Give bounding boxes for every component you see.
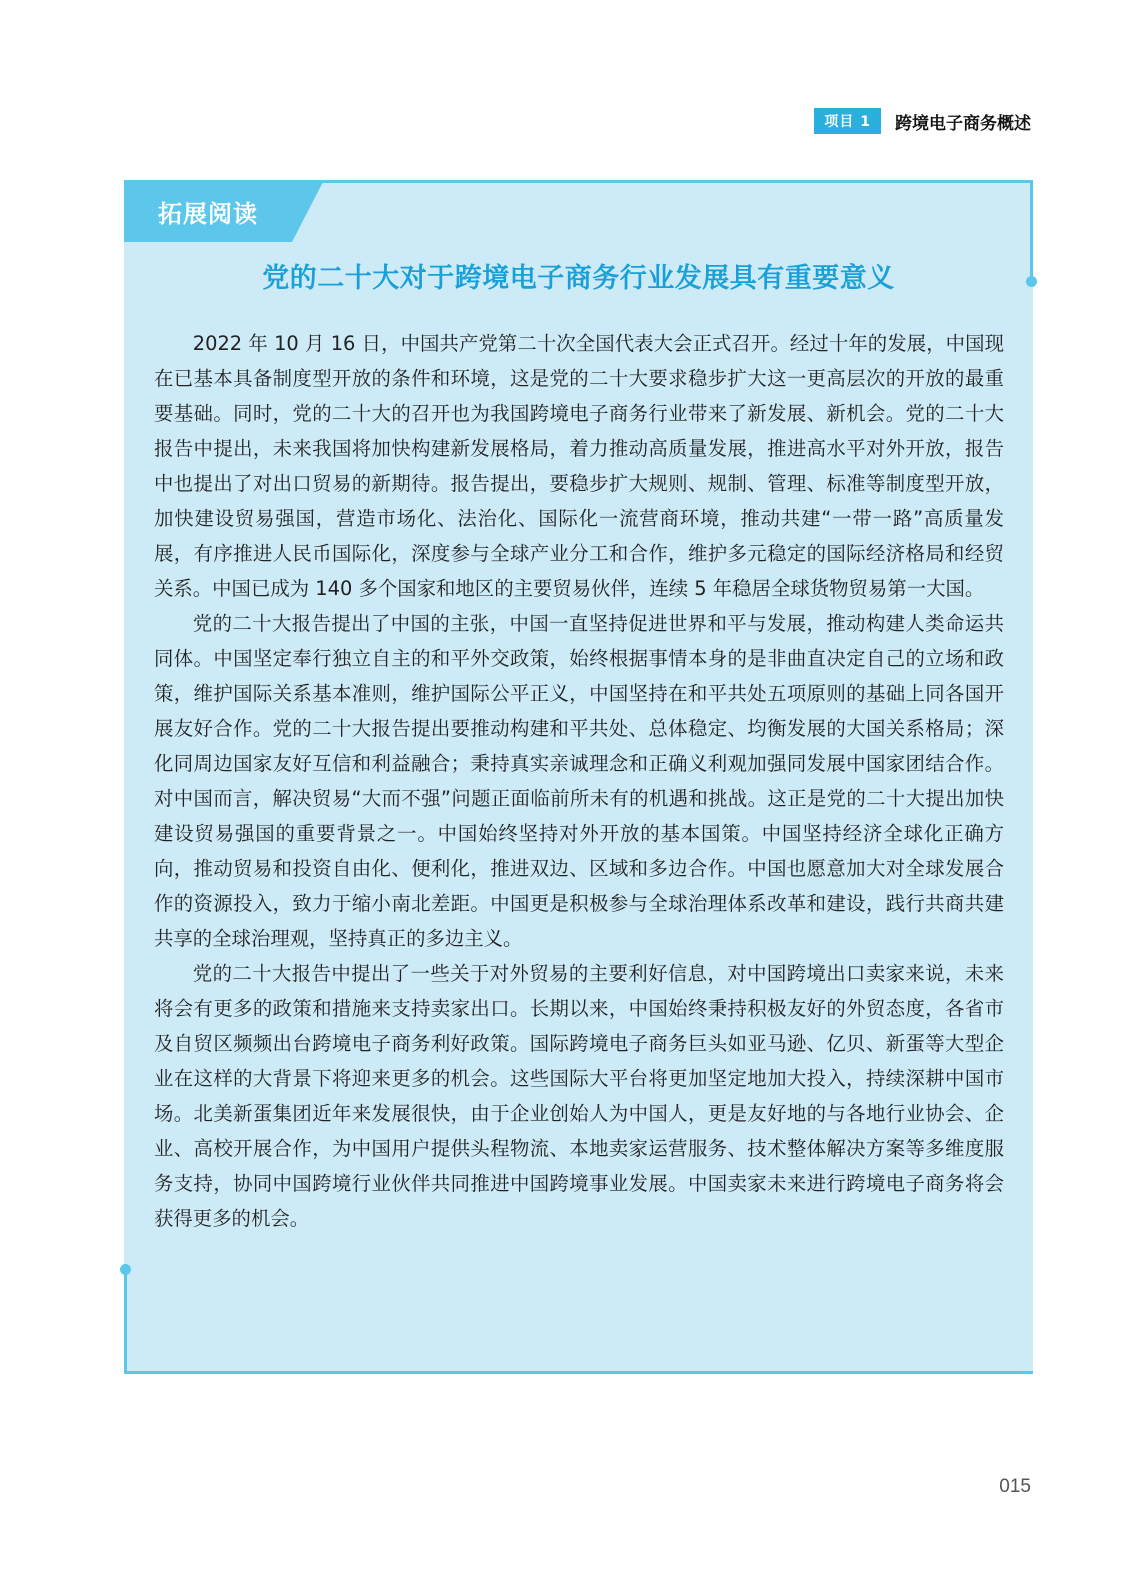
paragraph-2: 党的二十大报告提出了中国的主张，中国一直坚持促进世界和平与发展，推动构建人类命运共同体。中国坚定奉行独立自主的和平外交政策，始终根据事情本身的是非曲直决定自己的立场和政策，维护国际关系基本准则，维护国际公平正义，中国坚持在和平共处五项原则的基础上同各国开展友好合作。党的二十大报告提出要推动构建和平共处、总体稳定、均衡发展的大国关系格局；深化同周边国家友好互信和利益融合；秉持真实亲诚理念和正确义利观加强同发展中国家团结合作。对中国而言，解决贸易“大而不强”问题正面临前所未有的机遇和挑战。这正是党的二十大提出加快建设贸易强国的重要背景之一。中国始终坚持对外开放的基本国策。中国坚持经济全球化正确方向，推动贸易和投资自由化、便利化，推进双边、区域和多边合作。中国也愿意加大对全球发展合作的资源投入，致力于缩小南北差距。中国更是积极参与全球治理体系改革和建设，践行共商共建共享的全球治理观，坚持真正的多边主义。 — [154, 612, 1004, 950]
box-title: 党的二十大对于跨境电子商务行业发展具有重要意义 — [262, 263, 895, 294]
box-left-border — [124, 1270, 127, 1374]
box-bottom-border — [124, 1371, 1033, 1374]
tag-label: 拓展阅读 — [158, 200, 258, 228]
box-left-dot-ornament — [120, 1264, 131, 1275]
extended-reading-tag — [124, 180, 324, 242]
page-number: 015 — [999, 1476, 1031, 1497]
box-content — [154, 326, 1004, 1236]
paragraph-1: 2022 年 10 月 16 日，中国共产党第二十次全国代表大会正式召开。经过十年的发展，中国现在已基本具备制度型开放的条件和环境，这是党的二十大要求稳步扩大这一更高层次的开放的最重要基础。同时，党的二十大的召开也为我国跨境电子商务行业带来了新发展、新机会。党的二十大报告中提出，未来我国将加快构建新发展格局，着力推动高质量发展，推进高水平对外开放，报告中也提出了对出口贸易的新期待。报告提出，要稳步扩大规则、规制、管理、标准等制度型开放，加快建设贸易强国，营造市场化、法治化、国际化一流营商环境，推动共建“一带一路”高质量发展，有序推进人民币国际化，深度参与全球产业分工和合作，维护多元稳定的国际经济格局和经贸关系。中国已成为 140 多个国家和地区的主要贸易伙伴，连续 5 年稳居全球货物贸易第一大国。 — [154, 332, 1004, 600]
project-badge: 项目 1 — [814, 108, 881, 134]
paragraph-3: 党的二十大报告中提出了一些关于对外贸易的主要利好信息，对中国跨境出口卖家来说，未来将会有更多的政策和措施来支持卖家出口。长期以来，中国始终秉持积极友好的外贸态度，各省市及自贸区频频出台跨境电子商务利好政策。国际跨境电子商务巨头如亚马逊、亿贝、新蛋等大型企业在这样的大背景下将迎来更多的机会。这些国际大平台将更加坚定地加大投入，持续深耕中国市场。北美新蛋集团近年来发展很快，由于企业创始人为中国人，更是友好地的与各地行业协会、企业、高校开展合作，为中国用户提供头程物流、本地卖家运营服务、技术整体解决方案等多维度服务支持，协同中国跨境行业伙伴共同推进中国跨境事业发展。中国卖家未来进行跨境电子商务将会获得更多的机会。 — [154, 962, 1004, 1230]
running-header — [814, 108, 1031, 134]
section-title: 跨境电子商务概述 — [895, 113, 1031, 134]
